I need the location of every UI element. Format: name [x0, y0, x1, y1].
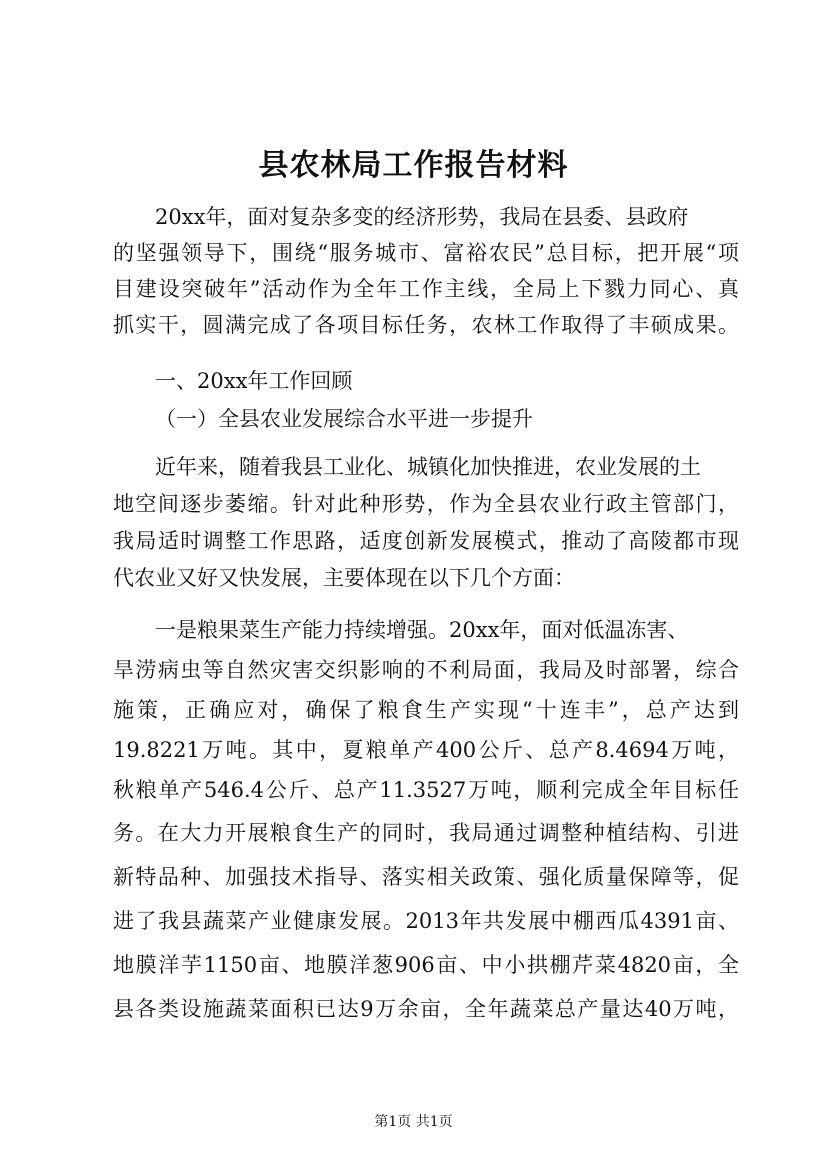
paragraph-line: 我局适时调整工作思路，适度创新发展模式，推动了高陵都市现: [113, 529, 739, 553]
paragraph-line: 旱涝病虫等自然灾害交织影响的不利局面，我局及时部署，综合: [113, 658, 739, 682]
paragraph-line: 新特品种、加强技术指导、落实相关政策、强化质量保障等，促: [113, 865, 739, 889]
paragraph-line: 的坚强领导下，围绕“服务城市、富裕农民”总目标，把开展“项: [113, 241, 739, 265]
paragraph-line: 19.8221万吨。其中，夏粮单产400公斤、总产8.4694万吨，: [113, 738, 739, 762]
paragraph-line: 施策，正确应对，确保了粮食生产实现“十连丰”，总产达到: [113, 698, 739, 722]
paragraph-line: 代农业又好又快发展，主要体现在以下几个方面：: [113, 566, 575, 590]
paragraph-line: 近年来，随着我县工业化、城镇化加快推进，农业发展的土: [155, 455, 701, 479]
section-heading: 一、20xx年工作回顾: [155, 369, 353, 393]
document-title: 县农林局工作报告材料: [258, 148, 569, 183]
paragraph-line: 务。在大力开展粮食生产的同时，我局通过调整种植结构、引进: [113, 821, 739, 845]
paragraph-line: 一是粮果菜生产能力持续增强。20xx年，面对低温冻害、: [155, 618, 689, 642]
paragraph-line: 抓实干，圆满完成了各项目标任务，农林工作取得了丰硕成果。: [113, 313, 739, 337]
paragraph-line: 20xx年，面对复杂多变的经济形势，我局在县委、县政府: [155, 205, 689, 229]
subsection-heading: （一）全县农业发展综合水平进一步提升: [155, 407, 533, 431]
paragraph-line: 进了我县蔬菜产业健康发展。2013年共发展中棚西瓜4391亩、: [113, 909, 739, 933]
paragraph-line: 目建设突破年”活动作为全年工作主线，全局上下戮力同心、真: [113, 277, 739, 301]
paragraph-line: 县各类设施蔬菜面积已达9万余亩，全年蔬菜总产量达40万吨，: [113, 997, 739, 1021]
paragraph-line: 地膜洋芋1150亩、地膜洋葱906亩、中小拱棚芹菜4820亩，全: [113, 953, 739, 977]
paragraph-line: 秋粮单产546.4公斤、总产11.3527万吨，顺利完成全年目标任: [113, 778, 739, 802]
page-footer: 第1页 共1页: [374, 1114, 453, 1130]
paragraph-line: 地空间逐步萎缩。针对此种形势，作为全县农业行政主管部门，: [113, 492, 739, 516]
